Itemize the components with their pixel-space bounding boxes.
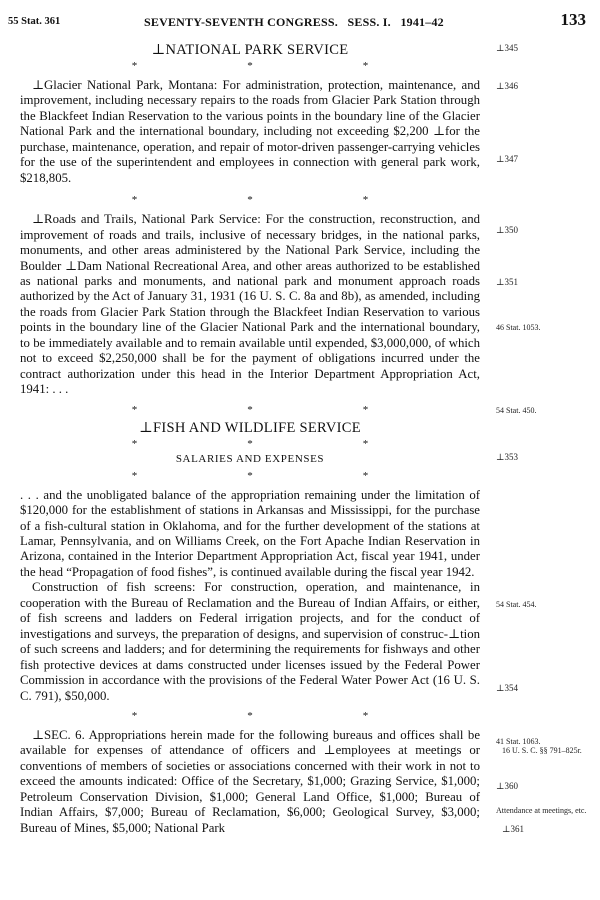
running-header <box>8 6 592 32</box>
ellipsis-stars <box>20 194 480 206</box>
subheading-salaries-and-expenses: SALARIES AND EXPENSES <box>175 452 325 465</box>
star: * <box>247 194 253 207</box>
statute-reference: 55 Stat. 361 <box>8 16 61 27</box>
margin-sidenote-attendance: Attendance at meetings, etc. <box>496 806 587 815</box>
star: * <box>362 437 369 450</box>
margin-marker: ⊥345 <box>496 43 518 53</box>
paragraph-unobligated-balance: . . . and the unobligated balance of the appropriation remaining under the limitation of $120,000 for the establishment of stations in Arkansas and Mississippi, for the purchase of a fish-cultural station in Oklahoma, and for the further development of the stations at Lamar, Pennsylvania, and on Williams Creek, on the Fort Apache Indian Reservation in Arizona, contained in the Interior Department Appropriation Act, fiscal year 1941, under the head “Propagation of food fishes”, is continued available during the fiscal year 1942. <box>20 487 480 579</box>
margin-marker: ⊥361 <box>502 824 524 834</box>
star: * <box>131 194 138 207</box>
margin-marker: ⊥351 <box>496 277 518 287</box>
section-heading-national-park-service: ⊥NATIONAL PARK SERVICE <box>151 42 349 58</box>
star: * <box>362 403 369 416</box>
ellipsis-stars <box>20 60 480 72</box>
margin-marker: ⊥360 <box>496 781 518 791</box>
ellipsis-stars <box>20 404 480 416</box>
margin-citation: 54 Stat. 450. <box>496 406 537 415</box>
margin-citation: 54 Stat. 454. <box>496 600 537 609</box>
ellipsis-stars <box>20 710 480 722</box>
margin-marker: ⊥347 <box>496 154 518 164</box>
ellipsis-stars <box>20 470 480 482</box>
ellipsis-stars <box>20 438 480 450</box>
star: * <box>247 709 253 722</box>
star: * <box>247 437 253 450</box>
margin-citation: 16 U. S. C. §§ 791–825r. <box>502 746 582 755</box>
star: * <box>131 469 138 482</box>
margin-citation: 41 Stat. 1063. <box>496 737 541 746</box>
star: * <box>247 469 253 482</box>
page-number: 133 <box>560 10 586 29</box>
star: * <box>247 60 253 72</box>
main-text-column <box>20 40 480 836</box>
margin-marker: ⊥350 <box>496 225 518 235</box>
section-heading-fish-and-wildlife-service: ⊥FISH AND WILDLIFE SERVICE <box>139 419 361 436</box>
star: * <box>131 709 138 722</box>
margin-marker: ⊥354 <box>496 683 518 693</box>
margin-marker: ⊥346 <box>496 81 518 91</box>
paragraph-section-6: ⊥SEC. 6. Appropriations herein made for the following bureaus and offices shall be available for expenses of attendance of officers and ⊥employees at meetings or conventions of members of societies or associations concerned with their work in not to exceed the amounts indicated: Office of the Secretary, $1,000; Grazing Service, $1,000; Petroleum Conservation Division, $1,000; General Land Office, $1,000; Bureau of Indian Affairs, $7,000; Bureau of Reclamation, $6,000; Geological Survey, $3,000; Bureau of Mines, $5,000; National Park <box>20 727 480 835</box>
star: * <box>362 469 369 482</box>
paragraph-roads-and-trails: ⊥Roads and Trails, National Park Service: For the construction, reconstruction, and improvement of roads and trails, inclusive of necessary bridges, in the national parks, monuments, and other areas administered by the National Park Service, including the Boulder ⊥Dam National Recreational Area, and other areas authorized to be established as national parks and monuments, and national park and monument approach roads authorized by the Act of January 31, 1931 (16 U. S. C. 8a and 8b), as amended, including the roads from Glacier Park Station through the Blackfeet Indian Reservation to various points in the boundary line of the Glacier National Park and the international boundary, to be immediately available and to remain available until expended, $3,000,000, of which not to exceed $2,250,000 shall be for the payment of obligations incurred under the contract authorization under this head in the Interior Department Appropriation Act, 1941: . . . <box>20 212 480 397</box>
star: * <box>362 194 369 207</box>
star: * <box>131 403 138 416</box>
star: * <box>247 403 253 416</box>
star: * <box>362 60 369 72</box>
star: * <box>362 709 369 722</box>
star: * <box>131 437 138 450</box>
congress-session-title: SEVENTY-SEVENTH CONGRESS. SESS. I. 1941–42 <box>144 15 444 29</box>
star: * <box>131 60 138 72</box>
margin-citation: 46 Stat. 1053. <box>496 323 541 332</box>
paragraph-glacier-national-park: ⊥Glacier National Park, Montana: For administration, protection, maintenance, and improvement, including necessary repairs to the roads from Glacier Park Station through the Blackfeet Indian Reservation to the various points in the boundary line of the Glacier National Park and the international boundary, including not exceeding $2,200 ⊥for the purchase, maintenance, operation, and repair of motor-driven passenger-carrying vehicles for the use of the superintendent and employees in connection with general park work, $218,805. <box>20 78 480 185</box>
margin-marker: ⊥353 <box>496 452 518 462</box>
paragraph-construction-of-fish-screens: Construction of fish screens: For construction, operation, and maintenance, in cooperation with the Bureau of Reclamation and the Bureau of Indian Affairs, or either, of fish screens and ladders on Federal irrigation projects, and for the conduct of investigations and surveys, the preparation of designs, and supervision of construc-⊥tion of such screens and ladders; and for determining the requirements for fishways and other fish protective devices at dams constructed under licenses issued by the Federal Power Commission in accordance with the provisions of the Federal Water Power Act (16 U. S. C. 791), $50,000. <box>20 580 480 703</box>
